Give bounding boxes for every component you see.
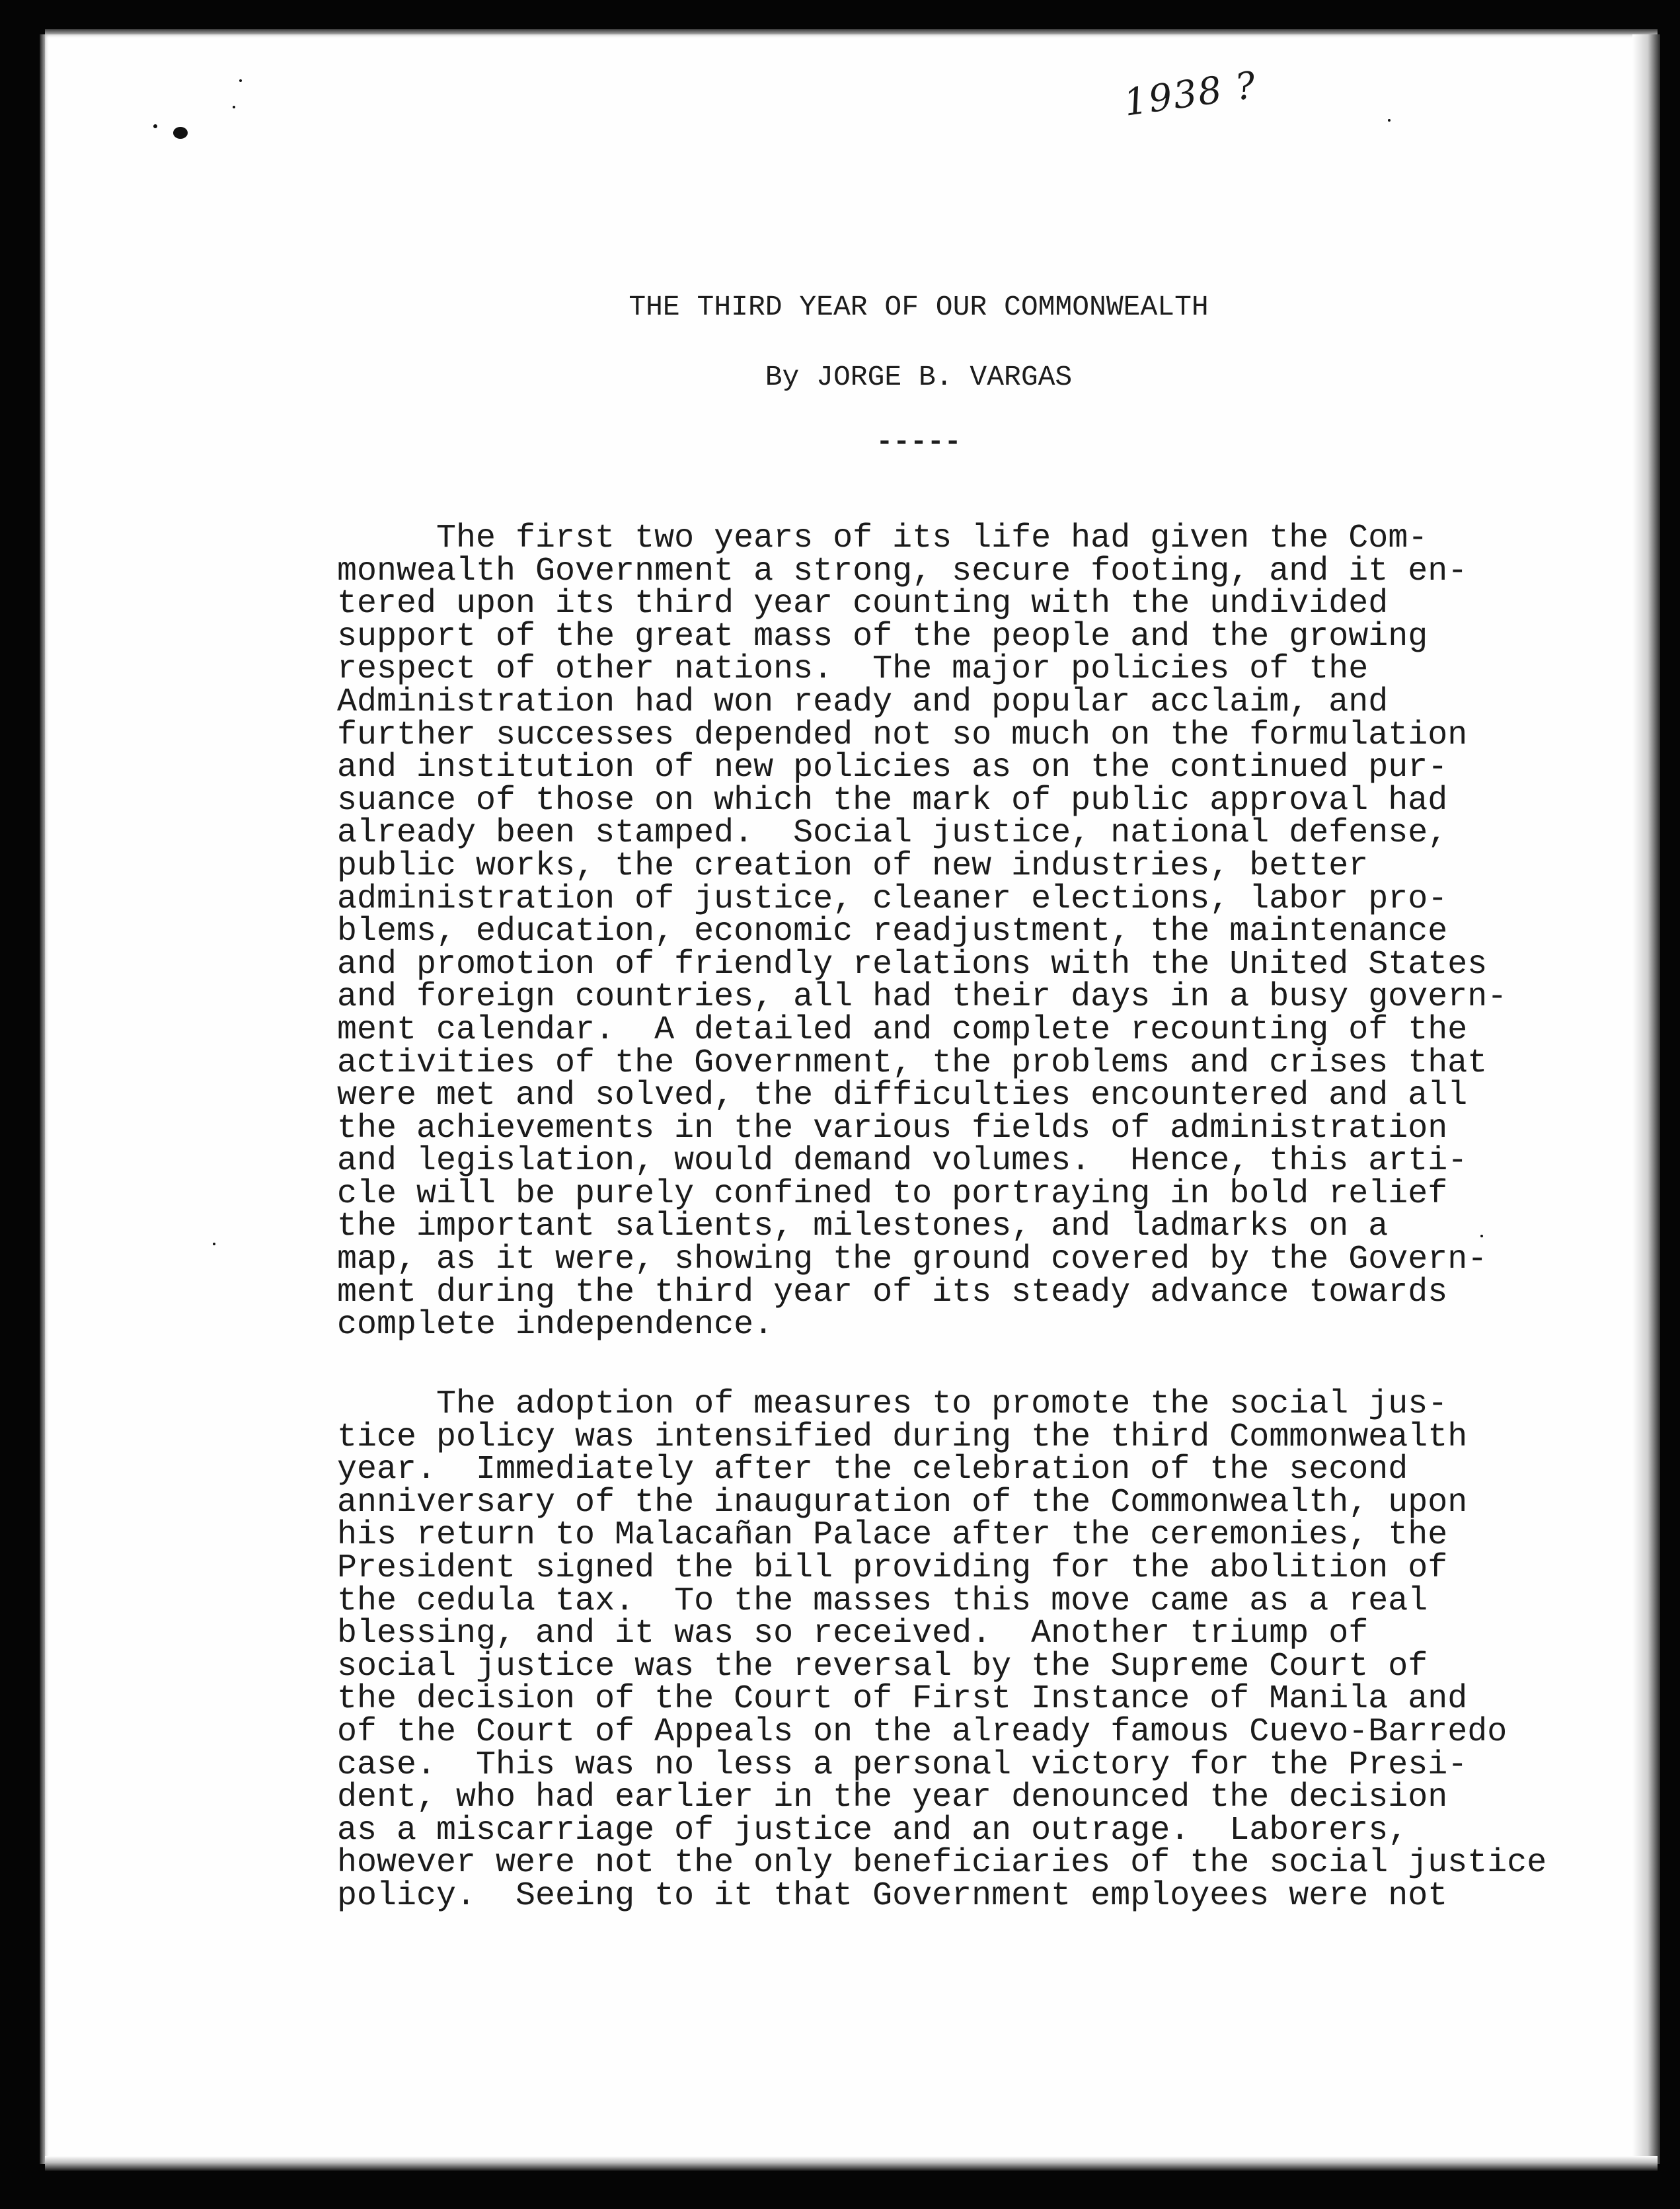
text-line: year. Immediately after the celebration of the second — [337, 1451, 1408, 1489]
handwritten-date-note: 1938 ? — [1121, 63, 1260, 125]
text-line: policy. Seeing to it that Government employees were not — [337, 1877, 1448, 1915]
scan-speck — [213, 1243, 215, 1245]
text-line: cle will be purely confined to portraying in bold relief — [337, 1175, 1448, 1213]
text-line: and foreign countries, all had their days in a busy govern- — [337, 978, 1508, 1017]
text-line: and institution of new policies as on the continued pur- — [337, 749, 1448, 787]
text-line: the achievements in the various fields of administration — [337, 1109, 1448, 1147]
text-line: the decision of the Court of First Instance of Manila and — [337, 1680, 1468, 1719]
text-line: tice policy was intensified during the third Commonwealth — [337, 1418, 1468, 1456]
text-line: and promotion of friendly relations with the United States — [337, 945, 1488, 984]
text-line: the important salients, milestones, and ladmarks on a — [337, 1208, 1389, 1246]
text-line: however were not the only beneficiaries of the social justice — [337, 1844, 1547, 1882]
scan-speck — [153, 124, 157, 128]
text-line: were met and solved, the difficulties encountered and all — [337, 1077, 1468, 1115]
title-separator: ----- — [876, 426, 962, 458]
text-line: public works, the creation of new industries, better — [337, 847, 1369, 885]
text-line: respect of other nations. The major policies of the — [337, 650, 1369, 689]
text-line: already been stamped. Social justice, national defense, — [337, 814, 1448, 853]
text-line: the cedula tax. To the masses this move came as a real — [337, 1582, 1428, 1620]
scan-speck — [173, 127, 188, 139]
text-line: and legislation, would demand volumes. Hence, this arti- — [337, 1142, 1468, 1181]
paragraph-1 — [337, 522, 1606, 1342]
paper-edge-right — [1632, 34, 1660, 2164]
text-line: ment calendar. A detailed and complete recounting of the — [337, 1011, 1468, 1049]
text-line: suance of those on which the mark of public approval had — [337, 781, 1448, 820]
text-line: support of the great mass of the people and the growing — [337, 617, 1428, 656]
text-line: of the Court of Appeals on the already famous Cuevo-Barredo — [337, 1713, 1508, 1751]
text-line: monwealth Government a strong, secure footing, and it en- — [337, 552, 1468, 590]
scan-speck — [1388, 119, 1391, 122]
text-line: anniversary of the inauguration of the Commonwealth, upon — [337, 1483, 1468, 1522]
text-line: dent, who had earlier in the year denounced the decision — [337, 1779, 1448, 1817]
text-line: President signed the bill providing for the abolition of — [337, 1549, 1448, 1587]
scan-speck — [233, 106, 235, 108]
text-line: The first two years of its life had given the Com- — [337, 520, 1428, 557]
text-line: social justice was the reversal by the Supreme Court of — [337, 1647, 1428, 1686]
text-line: blessing, and it was so received. Another triump of — [337, 1615, 1369, 1653]
text-line: complete independence. — [337, 1306, 774, 1344]
text-line: tered upon its third year counting with the undivided — [337, 585, 1389, 623]
text-line: The adoption of measures to promote the social jus- — [337, 1385, 1448, 1423]
text-line: activities of the Government, the problems and crises that — [337, 1044, 1488, 1082]
text-line: map, as it were, showing the ground covered by the Govern- — [337, 1241, 1488, 1279]
document-title: THE THIRD YEAR OF OUR COMMONWEALTH — [629, 291, 1209, 323]
text-line: his return to Malacañan Palace after the ceremonies, the — [337, 1516, 1448, 1555]
document-byline: By JORGE B. VARGAS — [765, 361, 1073, 393]
scan-speck — [239, 79, 242, 82]
paragraph-2 — [337, 1385, 1606, 1915]
text-line: further successes depended not so much on the formulation — [337, 716, 1468, 754]
text-line: blems, education, economic readjustment, the maintenance — [337, 913, 1448, 951]
text-line: ment during the third year of its steady advance towards — [337, 1273, 1448, 1311]
text-line: as a miscarriage of justice and an outrage. Laborers, — [337, 1811, 1408, 1849]
text-line: administration of justice, cleaner elections, labor pro- — [337, 880, 1448, 918]
text-line: case. This was no less a personal victory for the Presi- — [337, 1746, 1468, 1784]
text-line: Administration had won ready and popular acclaim, and — [337, 683, 1389, 721]
paper-edge-bottom — [45, 2156, 1658, 2171]
